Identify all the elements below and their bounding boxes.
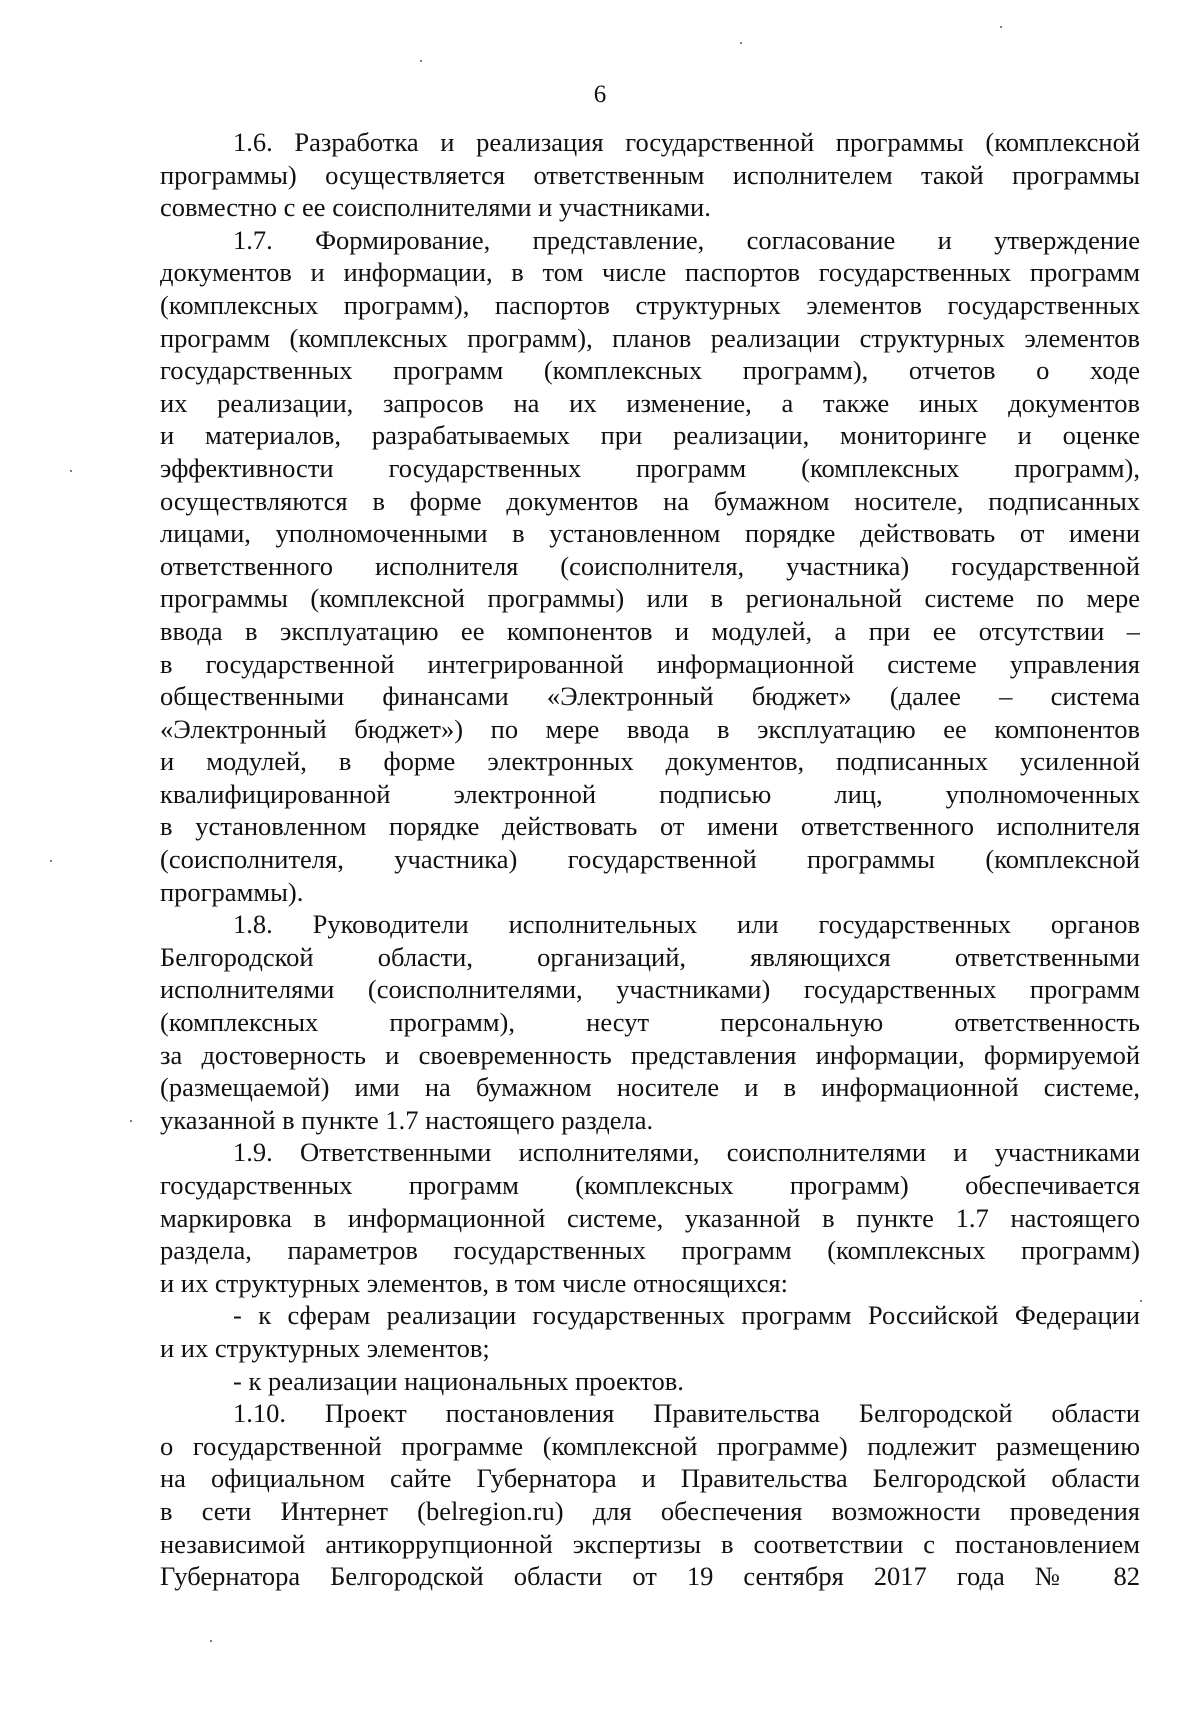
text-line: раздела, параметров государственных программ (комплексных программ) <box>160 1235 1140 1266</box>
text-line: 1.6. Разработка и реализация государственной программы (комплексной <box>233 127 1140 157</box>
text-line: 1.8. Руководители исполнительных или государственных органов <box>233 909 1140 940</box>
text-line: и материалов, разрабатываемых при реализации, мониторинге и оценке <box>160 420 1140 451</box>
text-line: исполнителями (соисполнителями, участниками) государственных программ <box>160 974 1140 1005</box>
text-line: их реализации, запросов на их изменение, а также иных документов <box>160 387 1140 418</box>
text-line: «Электронный бюджет») по мере ввода в эксплуатацию ее компонентов <box>160 713 1140 744</box>
text-line: Белгородской области, организаций, являющихся ответственными <box>160 941 1140 972</box>
text-line: и их структурных элементов, в том числе относящихся: <box>160 1267 788 1298</box>
text-line: документов и информации, в том числе паспортов государственных программ <box>160 257 1140 288</box>
text-line: совместно с ее соисполнителями и участниками. <box>160 192 711 223</box>
text-line: осуществляются в форме документов на бумажном носителе, подписанных <box>160 485 1140 516</box>
text-line: программы) осуществляется ответственным исполнителем такой программы <box>160 159 1140 190</box>
text-line: (соисполнителя, участника) государственной программы (комплексной <box>160 844 1140 875</box>
text-line: общественными финансами «Электронный бюджет» (далее – система <box>160 681 1140 712</box>
text-line: и их структурных элементов; <box>160 1332 490 1363</box>
text-line: ответственного исполнителя (соисполнителя, участника) государственной <box>160 550 1140 581</box>
text-line: (размещаемой) ими на бумажном носителе и в информационной системе, <box>160 1072 1140 1103</box>
text-line: (комплексных программ), несут персональную ответственность <box>160 1007 1140 1038</box>
text-line: маркировка в информационной системе, указанной в пункте 1.7 настоящего <box>160 1202 1140 1233</box>
text-line: за достоверность и своевременность представления информации, формируемой <box>160 1039 1140 1070</box>
text-line: государственных программ (комплексных программ), отчетов о ходе <box>160 355 1140 386</box>
text-line: 1.7. Формирование, представление, согласование и утверждение <box>233 224 1140 255</box>
page-number: 6 <box>593 81 607 108</box>
text-line: указанной в пункте 1.7 настоящего раздела. <box>160 1104 654 1135</box>
text-line: в государственной интегрированной информационной системе управления <box>160 648 1140 679</box>
text-line: в установленном порядке действовать от имени ответственного исполнителя <box>160 811 1140 842</box>
text-line: ввода в эксплуатацию ее компонентов и модулей, а при ее отсутствии – <box>160 615 1140 646</box>
text-line: и модулей, в форме электронных документов, подписанных усиленной <box>160 746 1140 777</box>
text-line: эффективности государственных программ (комплексных программ), <box>160 452 1140 483</box>
scan-speck <box>50 860 52 862</box>
text-line: (комплексных программ), паспортов структурных элементов государственных <box>160 289 1140 320</box>
text-line: лицами, уполномоченными в установленном порядке действовать от имени <box>160 518 1140 549</box>
text-line: на официальном сайте Губернатора и Правительства Белгородской области <box>160 1463 1140 1494</box>
scan-speck <box>1140 1300 1142 1302</box>
document-body <box>160 126 1140 1593</box>
text-line: государственных программ (комплексных программ) обеспечивается <box>160 1170 1140 1200</box>
text-line: 1.10. Проект постановления Правительства Белгородской области <box>233 1398 1140 1429</box>
scan-speck <box>1000 26 1002 28</box>
text-line: Губернатора Белгородской области от 19 сентября 2017 года № 82 <box>160 1561 1140 1592</box>
text-line: программы). <box>160 876 304 907</box>
scan-speck <box>420 60 422 62</box>
text-line: программы (комплексной программы) или в региональной системе по мере <box>160 583 1140 614</box>
text-line: - к реализации национальных проектов. <box>233 1365 684 1396</box>
text-line: в сети Интернет (belregion.ru) для обеспечения возможности проведения <box>160 1495 1140 1526</box>
scan-speck <box>740 42 742 44</box>
text-line: 1.9. Ответственными исполнителями, соисполнителями и участниками <box>233 1137 1140 1168</box>
scan-speck <box>130 1120 132 1122</box>
text-line: квалифицированной электронной подписью лиц, уполномоченных <box>160 778 1140 809</box>
text-line: - к сферам реализации государственных программ Российской Федерации <box>233 1300 1140 1331</box>
text-line: программ (комплексных программ), планов реализации структурных элементов <box>160 322 1140 353</box>
text-line: о государственной программе (комплексной программе) подлежит размещению <box>160 1430 1140 1461</box>
scan-speck <box>210 1640 212 1642</box>
scan-speck <box>70 470 72 472</box>
text-line: независимой антикоррупционной экспертизы в соответствии с постановлением <box>160 1528 1140 1559</box>
